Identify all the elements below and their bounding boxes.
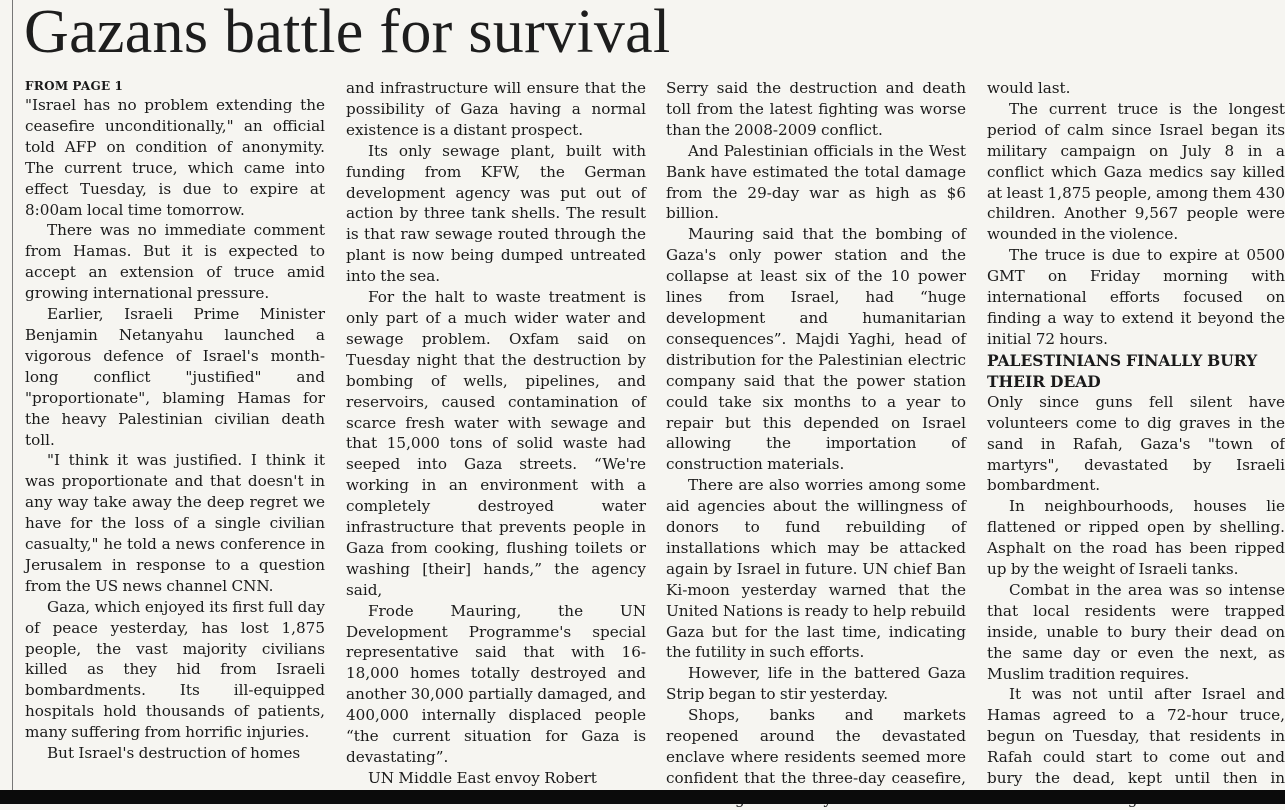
paragraph: But Israel's destruction of homes [47,744,301,763]
paragraph: UN Middle East envoy Robert [368,768,597,787]
paragraph: Frode Mauring, the UN Development Programme's special representative said that with 16-18,000 homes totally destroyed and another 30,000 partially damaged, and 400,000 internally displaced people “the current situation for Gaza is devastating”. [346,601,646,766]
paragraph: Shops, banks and markets reopened around the devastated enclave where residents seemed more confident that the three-day ceasefire, [666,706,966,787]
paragraph: In neighbourhoods, houses lie flattened or ripped open by shelling. Asphalt on the road has been ripped up by the weight of Israeli tanks. [987,497,1285,579]
paragraph: However, life in the battered Gaza Strip began to stir yesterday. [666,664,966,704]
paragraph: And Palestinian officials in the West Bank have estimated the total damage from the 29-day war as high as $6 billion. [666,141,966,223]
adjacent-page-margin [0,0,12,790]
paragraph: Gaza, which enjoyed its first full day of peace yesterday, has lost 1,875 people, the vast majority civilians killed as they hid from Israeli bombardments. Its ill-equipped hospitals hold thousands of patients, many suffering from horrific injuries. [25,597,325,742]
paragraph: Combat in the area was so intense that local residents were trapped inside, unable to bury their dead on the same day or even the next, as Muslim tradition requires. [987,580,1285,683]
paragraph: and infrastructure will ensure that the possibility of Gaza having a normal existence is a distant prospect. [346,79,646,139]
section-subhead: PALESTINIANS FINALLY BURY THEIR DEAD [987,350,1258,391]
article-column-1 [25,78,325,788]
headline: Gazans battle for survival [24,0,671,66]
continuation-kicker: FROM PAGE 1 [25,79,124,93]
bottom-edge-bar [0,790,1285,804]
paragraph: Mauring said that the bombing of Gaza's only power station and the collapse at least six of the 10 power lines from Israel, had “huge development and humanitarian consequences”. Majdi Yaghi, head of distribution for the Palestinian electric company said that the power station could take six months to a year to repair but this depended on Israel allowing the importation of construction materials. [666,225,966,474]
article-column-2 [346,78,646,788]
paragraph: There are also worries among some aid agencies about the willingness of donors to fund rebuilding of installations which may be attacked again by Israel in future. UN chief Ban Ki-moon yesterday warned that the United Nations is ready to help rebuild Gaza but for the last time, indicating the futility in such efforts. [666,476,966,662]
paragraph: Serry said the destruction and death toll from the latest fighting was worse than the 2008-2009 conflict. [666,79,966,139]
paragraph: Earlier, Israeli Prime Minister Benjamin Netanyahu launched a vigorous defence of Israel's month-long conflict "justified" and "proportionate", blaming Hamas for the heavy Palestinian civilian death toll. [25,305,325,449]
paragraph: Its only sewage plant, built with funding from KFW, the German development agency was put out of action by three tank shells. The result is that raw sewage routed through the plant is now being dumped untreated into the sea. [346,141,646,286]
paragraph: There was no immediate comment from Hamas. But it is expected to accept an extension of truce amid growing international pressure. [25,221,325,303]
article-column-3 [666,78,966,788]
paragraph: The current truce is the longest period of calm since Israel began its military campaign on July 8 in a conflict which Gaza medics say killed at least 1,875 people, among them 430 children. Another 9,567 people were wounded in the violence. [987,99,1285,244]
paragraph: would last. [987,79,1071,97]
paragraph: "Israel has no problem extending the ceasefire unconditionally," an official told AFP on condition of anonymity. The current truce, which came into effect Tuesday, is due to expire at 8:00am local time tomorrow. [25,96,325,219]
paragraph: For the halt to waste treatment is only part of a much wider water and sewage problem. Oxfam said on Tuesday night that the destruction by bombing of wells, pipelines, and reservoirs, caused contamination of scarce fresh water with sewage and that 15,000 tons of solid waste had seeped into Gaza streets. “We're working in an environment with a completely destroyed water infrastructure that prevents people in Gaza from cooking, flushing toilets or washing [their] hands,” the agency said, [346,288,646,599]
paragraph: "I think it was justified. I think it was proportionate and that doesn't in any way take away the deep regret we have for the loss of a single civilian casualty," he told a news conference in Jerusalem in response to a question from the US news channel CNN. [25,451,325,595]
paragraph: It was not until after Israel and Hamas agreed to a 72-hour truce, begun on Tuesday, that residents in Rafah could start to come out and bury the dead, kept until then in [987,685,1285,788]
paragraph: The truce is due to expire at 0500 GMT on Friday morning with international efforts focused on finding a way to extend it beyond the initial 72 hours. [987,246,1285,348]
column-rule-left [12,0,13,790]
paragraph: Only since guns fell silent have volunteers come to dig graves in the sand in Rafah, Gaza's "town of martyrs", devastated by Israeli bombardment. [987,392,1285,495]
article-column-4 [987,78,1285,788]
